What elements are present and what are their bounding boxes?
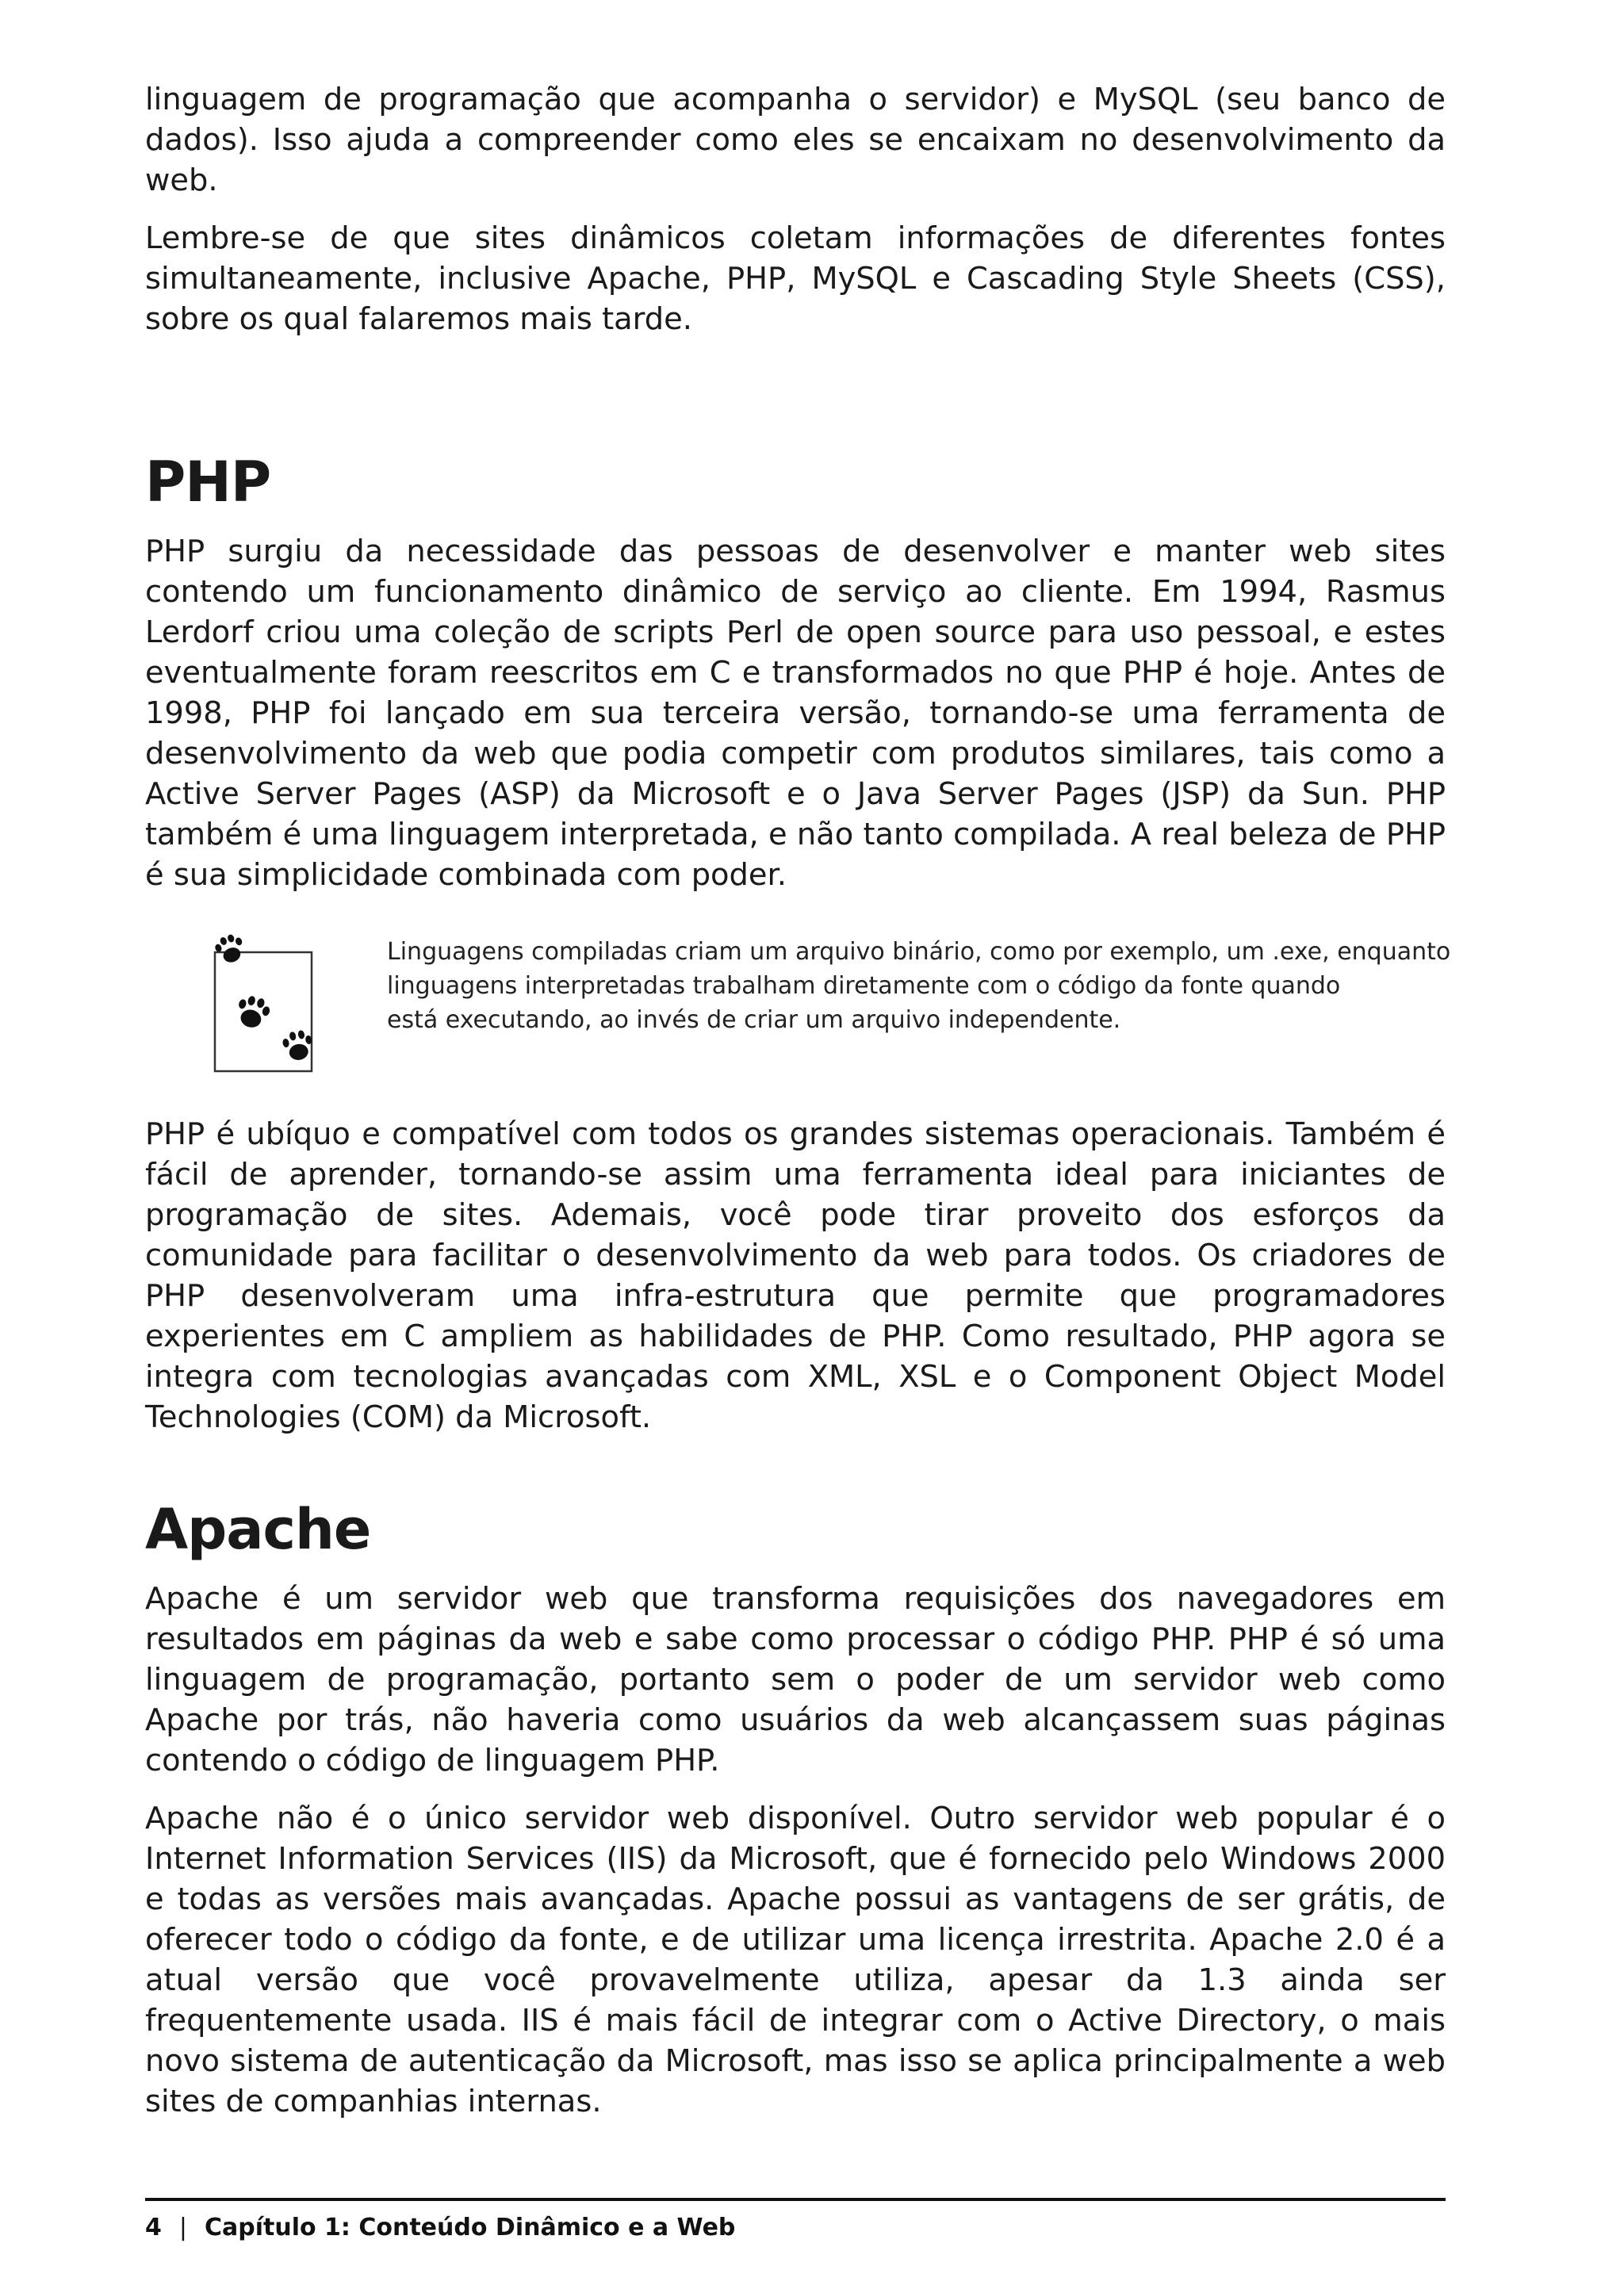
php-paragraph-1: PHP surgiu da necessidade das pessoas de desenvolver e manter web sites contendo um funcionamento dinâmico de serviço ao cliente. Em 1994, Rasmus Lerdorf criou uma coleção de scripts Perl de open source para uso pessoal, e estes eventualmente foram reescritos em C e transformados no que PHP é hoje. Antes de 1998, PHP foi lançado em sua terceira versão, tornando-se uma ferramenta de desenvolvimento da web que podia competir com produtos similares, tais como a Active Server Pages (ASP) da Microsoft e o Java Server Pages (JSP) da Sun. PHP também é uma linguagem interpretada, e não tanto compilada. A real beleza de PHP é sua simplicidade combinada com poder.: [145, 534, 1446, 893]
php-paragraph-2: PHP é ubíquo e compatível com todos os grandes sistemas operacionais. Também é fácil de aprender, tornando-se assim uma ferramenta ideal para iniciantes de programação de sites. Ademais, você pode tirar proveito dos esforços da comunidade para facilitar o desenvolvimento da web para todos. Os criadores de PHP desenvolveram uma infra-estrutura que permite que programadores experientes em C ampliem as habilidades de PHP. Como resultado, PHP agora se integra com tecnologias avançadas com XML, XSL e o Component Object Model Technologies (COM) da Microsoft.: [145, 1116, 1446, 1435]
footer-separator: |: [178, 2214, 187, 2241]
page-footer: [145, 2212, 735, 2244]
page-number: 4: [145, 2214, 162, 2241]
footer-rule: [145, 2198, 1446, 2201]
tip-note-text: [387, 935, 1451, 1037]
apache-paragraph-2: Apache não é o único servidor web disponível. Outro servidor web popular é o Internet Information Services (IIS) da Microsoft, que é fornecido pelo Windows 2000 e todas as versões mais avançadas. Apache possui as vantagens de ser grátis, de oferecer todo o código da fonte, e de utilizar uma licença irrestrita. Apache 2.0 é a atual versão que você provavelmente utiliza, apesar da 1.3 ainda ser frequentemente usada. IIS é mais fácil de integrar com o Active Directory, o mais novo sistema de autenticação da Microsoft, mas isso se aplica principalmente a web sites de companhias internas.: [145, 1801, 1446, 2119]
tip-note: [145, 935, 1451, 1070]
intro-paragraph-2: Lembre-se de que sites dinâmicos coletam informações de diferentes fontes simultaneamente, inclusive Apache, PHP, MySQL e Cascading Style Sheets (CSS), sobre os qual falaremos mais tarde.: [145, 220, 1446, 337]
intro-paragraph-1: linguagem de programação que acompanha o servidor) e MySQL (seu banco de dados). Isso ajuda a compreender como eles se encaixam no desenvolvimento da web.: [145, 82, 1446, 198]
paw-prints-icon: [196, 924, 323, 1079]
page-content: [145, 79, 1451, 2139]
tip-note-line: está executando, ao invés de criar um arquivo independente.: [387, 1006, 1121, 1034]
section-heading-apache: Apache: [145, 1497, 371, 1562]
section-heading-php: PHP: [145, 450, 271, 515]
tip-note-line: Linguagens compiladas criam um arquivo binário, como por exemplo, um .exe, enquanto: [387, 938, 1451, 966]
apache-paragraph-1: Apache é um servidor web que transforma requisições dos navegadores em resultados em páginas da web e sabe como processar o código PHP. PHP é só uma linguagem de programação, portanto sem o poder de um servidor web como Apache por trás, não haveria como usuários da web alcançassem suas páginas contendo o código de linguagem PHP.: [145, 1581, 1446, 1778]
chapter-title: Capítulo 1: Conteúdo Dinâmico e a Web: [204, 2214, 736, 2241]
tip-note-line: linguagens interpretadas trabalham diretamente com o código da fonte quando: [387, 972, 1341, 1000]
